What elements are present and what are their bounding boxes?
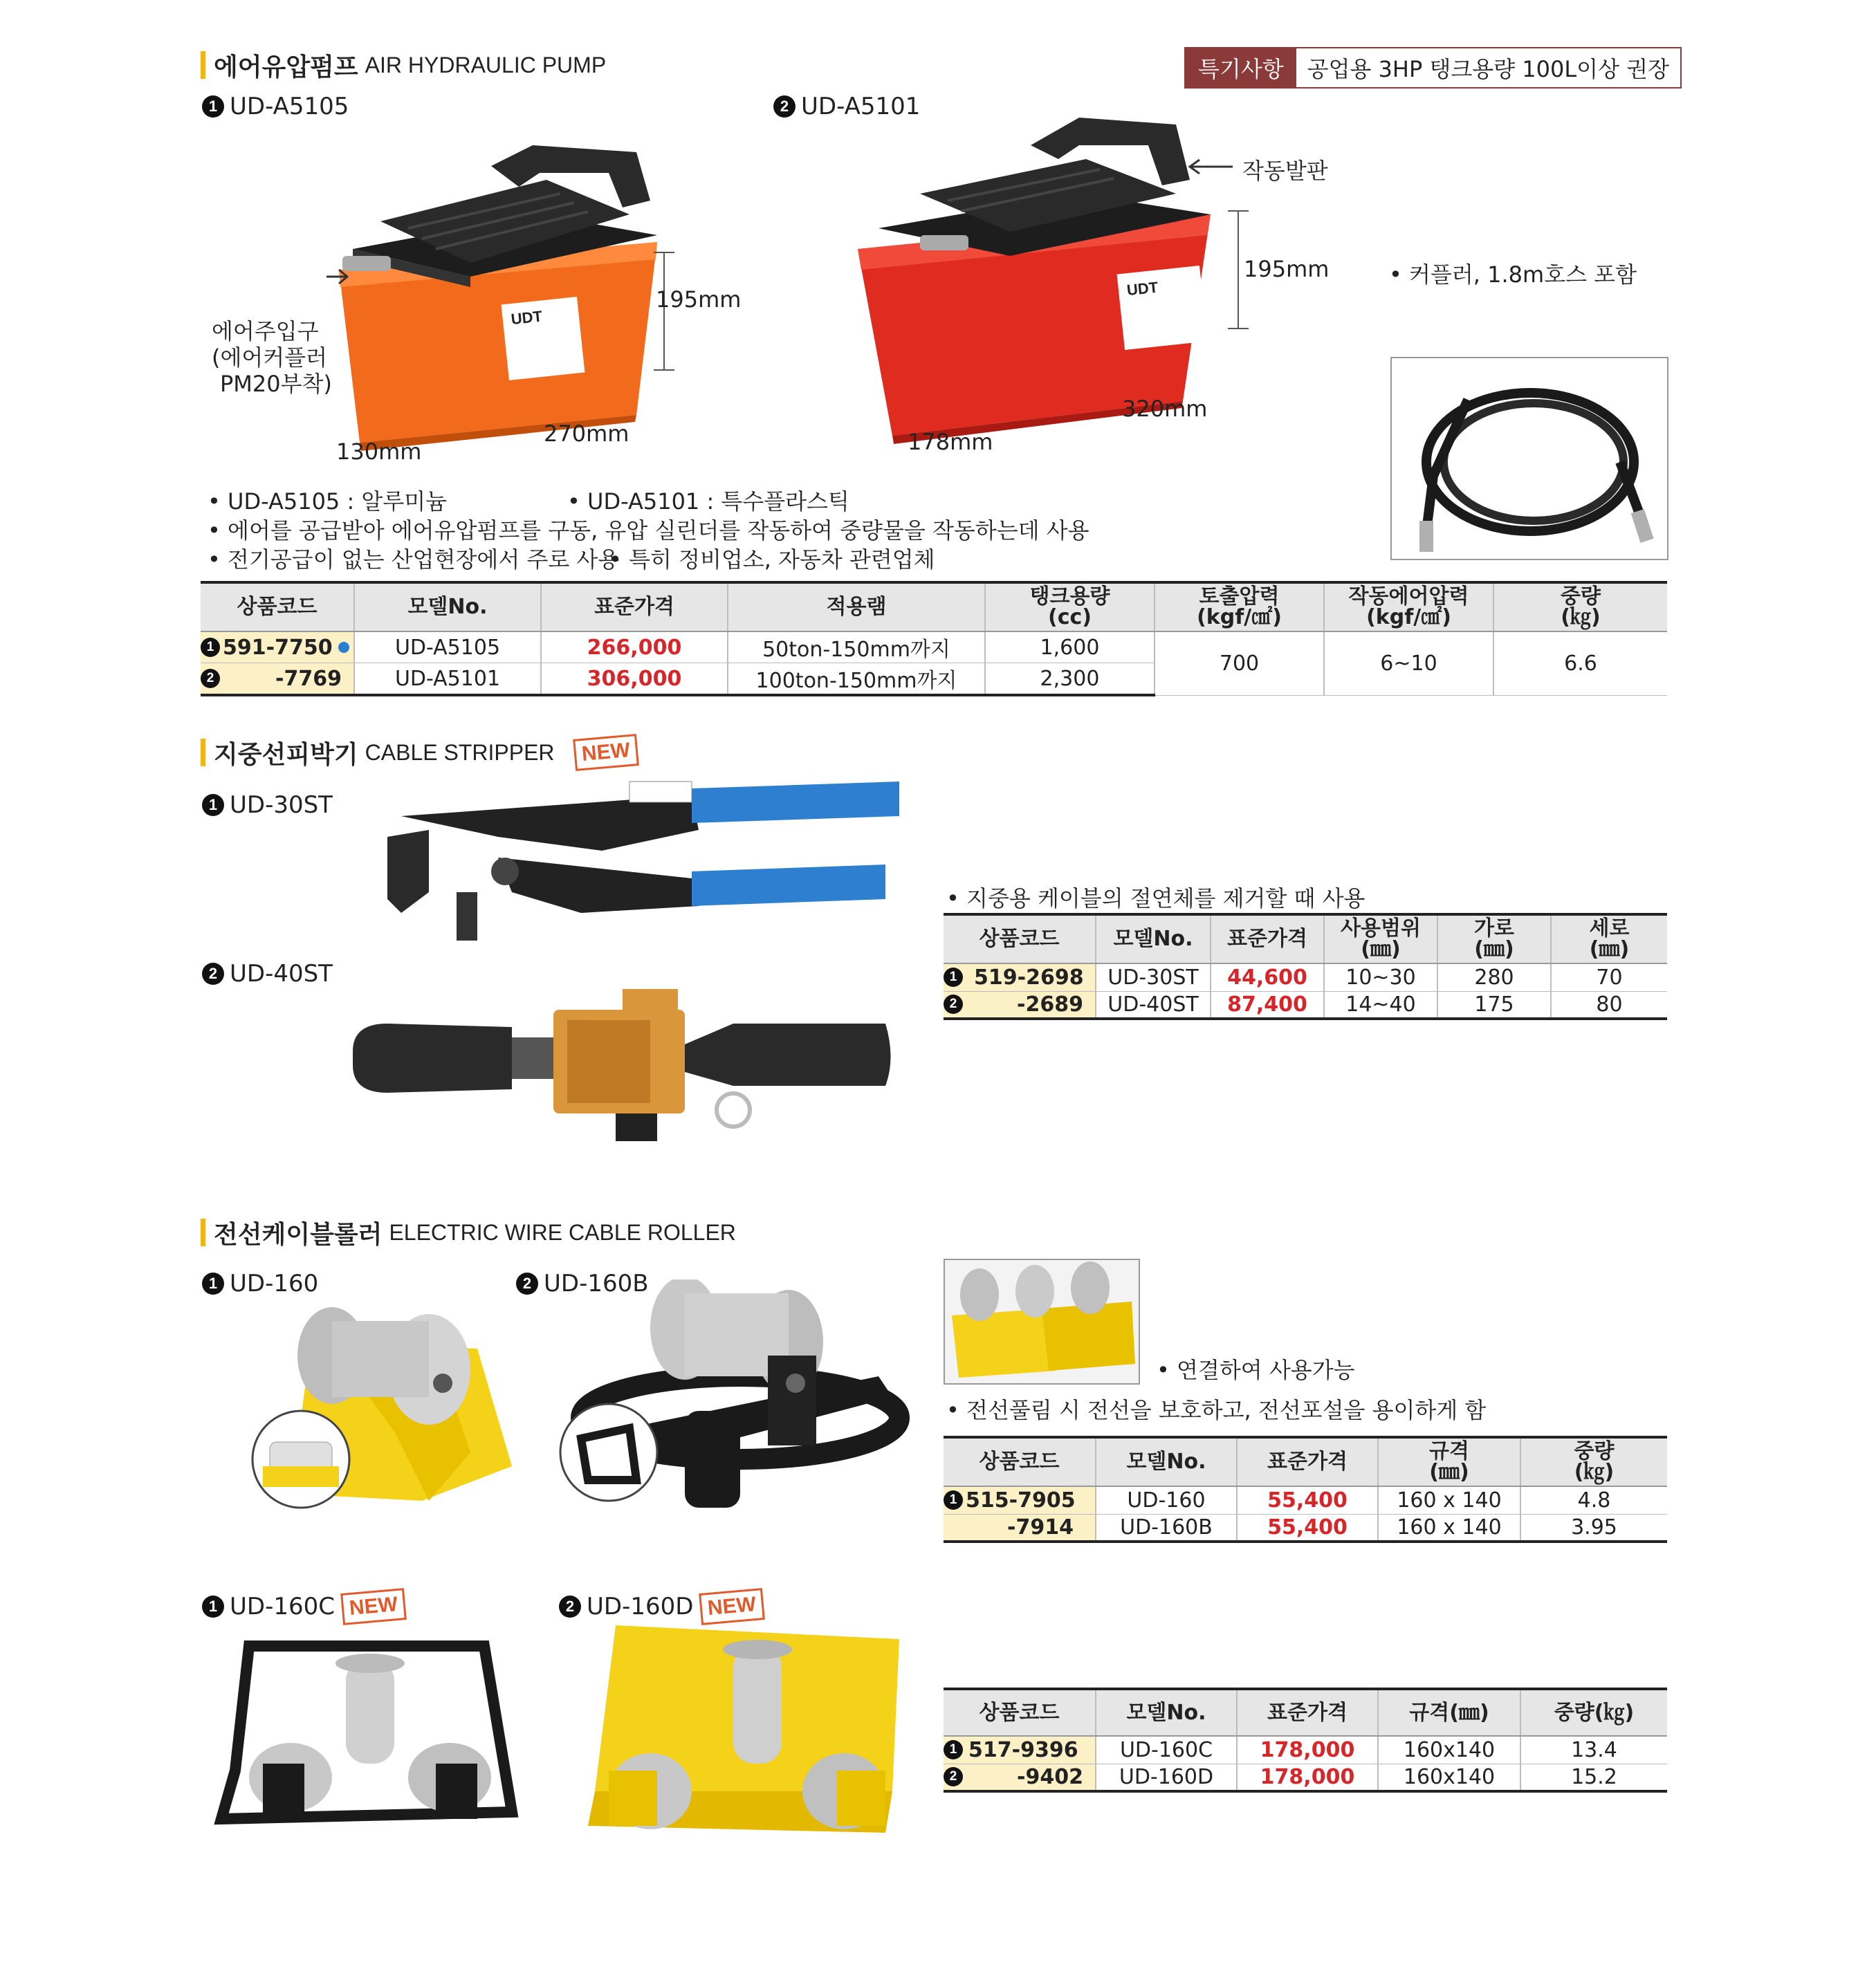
- col-air: [1324, 582, 1493, 631]
- stripper-spec-table: [944, 913, 1667, 1020]
- dim-height-2: 195mm: [1244, 256, 1330, 282]
- dim-width-2: 320mm: [1122, 396, 1208, 422]
- col-pressure: [1155, 582, 1324, 631]
- col-pressure-label: 토출압력: [1199, 584, 1280, 609]
- number-badge: 1: [944, 968, 963, 987]
- col-tank-unit: (cc): [1048, 605, 1092, 629]
- col-code: 상품코드: [944, 914, 1096, 963]
- col-height-label: 세로: [1589, 916, 1630, 941]
- weight-cell: 6.6: [1493, 631, 1667, 695]
- product-code: 519-2698: [974, 965, 1084, 990]
- col-spec-unit: (㎜): [1429, 1460, 1469, 1484]
- product-code: -2689: [1017, 992, 1083, 1017]
- arrow-icon: [325, 263, 353, 290]
- roller-title-en: ELECTRIC WIRE CABLE ROLLER: [389, 1219, 736, 1245]
- roller-160c-image: [208, 1632, 533, 1840]
- product-code: 517-9396: [968, 1737, 1078, 1762]
- air-inlet-line-3: PM20부착): [220, 371, 332, 397]
- stripper-1-image: [374, 775, 906, 948]
- dim-depth-2: 178mm: [908, 429, 993, 455]
- price-cell: 44,600: [1211, 963, 1324, 991]
- weight-cell: 4.8: [1520, 1486, 1667, 1514]
- col-weight-unit: (㎏): [1561, 605, 1601, 629]
- spec-cell: 160 x 140: [1378, 1486, 1520, 1514]
- col-code: 상품코드: [201, 582, 354, 631]
- price-cell: 55,400: [1237, 1514, 1378, 1542]
- col-tank-label: 탱크용량: [1029, 584, 1110, 609]
- model-cell: UD-160D: [1096, 1764, 1237, 1791]
- width-cell: 175: [1437, 991, 1551, 1019]
- table-row: [944, 991, 1667, 1019]
- pump-note-1a: • UD-A5105 : 알루미늄: [208, 488, 448, 515]
- col-weight: 중량(㎏): [1520, 1689, 1667, 1736]
- pump-title-en: AIR HYDRAULIC PUMP: [365, 52, 607, 77]
- col-model: 모델No.: [1096, 1437, 1237, 1486]
- model-cell: UD-160: [1096, 1486, 1237, 1514]
- pump-spec-table: [201, 581, 1667, 696]
- model-cell: UD-30ST: [1096, 963, 1211, 991]
- roller-note-2: • 전선풀림 시 전선을 보호하고, 전선포설을 용이하게 함: [946, 1397, 1487, 1423]
- weight-cell: 15.2: [1520, 1764, 1667, 1791]
- number-badge: 1: [944, 1740, 963, 1759]
- pedal-label: 작동발판: [1242, 158, 1328, 184]
- table-header-row: [944, 914, 1667, 963]
- pressure-cell: 700: [1155, 631, 1324, 695]
- price-cell: 87,400: [1211, 991, 1324, 1019]
- model-name: UD-160B: [544, 1270, 649, 1297]
- dim-height-1: 195mm: [656, 286, 742, 313]
- col-ram: 적용램: [728, 582, 985, 631]
- svg-text:UDT: UDT: [510, 307, 544, 329]
- table-header-row: [201, 582, 1667, 631]
- table-row: [944, 1486, 1667, 1514]
- spec-cell: 160x140: [1378, 1736, 1520, 1764]
- product-code: -7769: [275, 666, 342, 691]
- stripper-2-image: [346, 982, 899, 1162]
- hose-image-frame: [1390, 357, 1668, 560]
- table-row: [944, 1764, 1667, 1791]
- model-name: UD-40ST: [230, 960, 333, 988]
- model-name: UD-A5105: [230, 93, 349, 120]
- tank-cell: 2,300: [985, 663, 1155, 696]
- product-code-cell: [201, 631, 354, 663]
- stripper-model-2: [202, 960, 333, 988]
- col-air-unit: (kgf/㎠): [1366, 605, 1451, 629]
- dim-width-1: 270mm: [544, 420, 629, 447]
- col-weight: [1493, 582, 1667, 631]
- hose-image: [1392, 358, 1667, 559]
- roller-note-1: • 연결하여 사용가능: [1157, 1357, 1355, 1383]
- height-cell: 80: [1551, 991, 1667, 1019]
- model-name: UD-A5101: [801, 93, 921, 120]
- table-row: [944, 963, 1667, 991]
- number-badge: 2: [944, 1767, 963, 1786]
- col-weight-unit: (㎏): [1574, 1460, 1615, 1484]
- table-row: [201, 631, 1667, 663]
- col-model: 모델No.: [354, 582, 541, 631]
- roller-160b-image: [546, 1279, 920, 1522]
- model-cell: UD-A5105: [354, 631, 541, 663]
- air-inlet-line-1: 에어주입구: [212, 318, 319, 344]
- new-badge: NEW: [340, 1588, 407, 1625]
- col-spec: 규격(㎜): [1378, 1689, 1520, 1736]
- number-badge: 2: [516, 1273, 538, 1295]
- spec-cell: 160 x 140: [1378, 1514, 1520, 1542]
- number-badge: 1: [201, 638, 220, 657]
- roller-connected-image: [945, 1260, 1139, 1383]
- number-badge: 1: [202, 794, 224, 816]
- width-cell: 280: [1437, 963, 1551, 991]
- col-tank: [985, 582, 1155, 631]
- roller-spec-table: [944, 1436, 1667, 1543]
- weight-cell: 3.95: [1520, 1514, 1667, 1542]
- col-price: 표준가격: [1237, 1437, 1378, 1486]
- height-cell: 70: [1551, 963, 1667, 991]
- col-width-unit: (㎜): [1474, 937, 1514, 961]
- title-accent-bar: [201, 51, 205, 79]
- col-spec-label: 규격: [1429, 1439, 1469, 1463]
- roller-160-image: [221, 1293, 526, 1522]
- ram-cell: 100ton-150mm까지: [728, 663, 985, 696]
- tank-cell: 1,600: [985, 631, 1155, 663]
- arrow-left-icon: [1186, 156, 1234, 177]
- svg-text:UDT: UDT: [1125, 278, 1159, 299]
- price-cell: 55,400: [1237, 1486, 1378, 1514]
- roller-model-3: [202, 1591, 405, 1623]
- model-name: UD-160C: [230, 1593, 335, 1620]
- product-code-cell: [944, 1736, 1096, 1764]
- number-badge: 2: [773, 95, 796, 118]
- number-badge: 2: [944, 995, 963, 1014]
- col-height-unit: (㎜): [1589, 937, 1630, 961]
- weight-cell: 13.4: [1520, 1736, 1667, 1764]
- col-height: [1551, 914, 1667, 963]
- pump-section-title: [201, 50, 606, 80]
- pump-note-2: • 에어를 공급받아 에어유압펌프를 구동, 유압 실린더를 작동하여 중량물을 작동하는데 사용: [208, 517, 1089, 544]
- roller-160d-image: [574, 1618, 906, 1847]
- table-row: [944, 1736, 1667, 1764]
- col-model: 모델No.: [1096, 1689, 1237, 1736]
- roller-connected-image-frame: [944, 1259, 1140, 1385]
- title-accent-bar: [201, 739, 205, 766]
- price-cell: 266,000: [541, 631, 728, 663]
- col-price: 표준가격: [541, 582, 728, 631]
- price-cell: 178,000: [1237, 1764, 1378, 1791]
- product-code: -9402: [1017, 1764, 1083, 1789]
- stripper-note: • 지중용 케이블의 절연체를 제거할 때 사용: [946, 885, 1365, 912]
- col-weight-label: 중량: [1574, 1439, 1615, 1463]
- col-pressure-unit: (kgf/㎠): [1197, 605, 1282, 629]
- model-cell: UD-40ST: [1096, 991, 1211, 1019]
- new-badge: NEW: [573, 734, 639, 771]
- blue-dot-icon: [338, 642, 349, 653]
- product-code-cell: [944, 963, 1096, 991]
- col-range-label: 사용범위: [1341, 916, 1421, 941]
- table-header-row: [944, 1689, 1667, 1736]
- col-range: [1324, 914, 1437, 963]
- product-code-cell: [944, 1764, 1096, 1791]
- number-badge: 1: [202, 1273, 224, 1295]
- new-badge: NEW: [699, 1588, 766, 1625]
- pump-note-3a: • 전기공급이 없는 산업현장에서 주로 사용: [208, 546, 620, 573]
- model-cell: UD-160C: [1096, 1736, 1237, 1764]
- col-weight-label: 중량: [1561, 584, 1601, 609]
- title-accent-bar: [201, 1219, 205, 1246]
- pump-1-image: [332, 138, 664, 456]
- product-code-cell: [201, 663, 354, 696]
- product-code-cell: [944, 991, 1096, 1019]
- air-inlet-label: [212, 318, 332, 397]
- col-air-label: 작동에어압력: [1348, 584, 1469, 609]
- special-label: 특기사항: [1186, 48, 1296, 87]
- col-range-unit: (㎜): [1361, 937, 1401, 961]
- pump-note-1b: • UD-A5101 : 특수플라스틱: [567, 488, 849, 515]
- col-width: [1437, 914, 1551, 963]
- col-price: 표준가격: [1211, 914, 1324, 963]
- model-name: UD-160D: [587, 1593, 694, 1620]
- col-code: 상품코드: [944, 1437, 1096, 1486]
- table-header-row: [944, 1437, 1667, 1486]
- range-cell: 10~30: [1324, 963, 1437, 991]
- col-code: 상품코드: [944, 1689, 1096, 1736]
- stripper-title-ko: 지중선피박기: [214, 740, 358, 769]
- pump-title-ko: 에어유압펌프: [214, 53, 358, 82]
- roller-section-title: [201, 1217, 736, 1248]
- dim-depth-1: 130mm: [336, 438, 422, 465]
- model-name: UD-30ST: [230, 791, 333, 819]
- air-inlet-line-2: (에어커플러: [212, 344, 328, 371]
- roller-spec-table-2: [944, 1688, 1667, 1793]
- number-badge: 2: [201, 669, 220, 688]
- pump-note-3b: • 특히 정비업소, 자동차 관련업체: [609, 546, 935, 573]
- product-code: 591-7750: [223, 635, 333, 660]
- number-badge: 1: [202, 1596, 224, 1618]
- product-code-cell: [944, 1486, 1096, 1514]
- col-model: 모델No.: [1096, 914, 1211, 963]
- spec-cell: 160x140: [1378, 1764, 1520, 1791]
- stripper-section-title: [201, 737, 638, 768]
- range-cell: 14~40: [1324, 991, 1437, 1019]
- roller-title-ko: 전선케이블롤러: [214, 1220, 383, 1249]
- special-text: 공업용 3HP 탱크용량 100L이상 권장: [1307, 56, 1670, 82]
- table-row: [944, 1514, 1667, 1542]
- product-code: 515-7905: [966, 1488, 1076, 1513]
- price-cell: 306,000: [541, 663, 728, 696]
- model-cell: UD-160B: [1096, 1514, 1237, 1542]
- col-spec: [1378, 1437, 1520, 1486]
- col-weight: [1520, 1437, 1667, 1486]
- coupler-note: • 커플러, 1.8m호스 포함: [1389, 261, 1637, 288]
- number-badge: 1: [202, 95, 224, 118]
- model-name: UD-160: [230, 1270, 319, 1297]
- number-badge: 2: [559, 1596, 581, 1618]
- ram-cell: 50ton-150mm까지: [728, 631, 985, 663]
- product-code-cell: [944, 1514, 1096, 1542]
- stripper-title-en: CABLE STRIPPER: [365, 739, 555, 765]
- col-width-label: 가로: [1474, 916, 1514, 941]
- number-badge: 1: [944, 1490, 963, 1510]
- number-badge: 2: [202, 963, 224, 985]
- model-cell: UD-A5101: [354, 663, 541, 696]
- price-cell: 178,000: [1237, 1736, 1378, 1764]
- air-pressure-cell: 6~10: [1324, 631, 1493, 695]
- pump-model-1: [202, 93, 349, 120]
- special-notice: [1184, 47, 1682, 89]
- product-code: -7914: [1007, 1515, 1074, 1540]
- col-price: 표준가격: [1237, 1689, 1378, 1736]
- stripper-model-1: [202, 791, 333, 819]
